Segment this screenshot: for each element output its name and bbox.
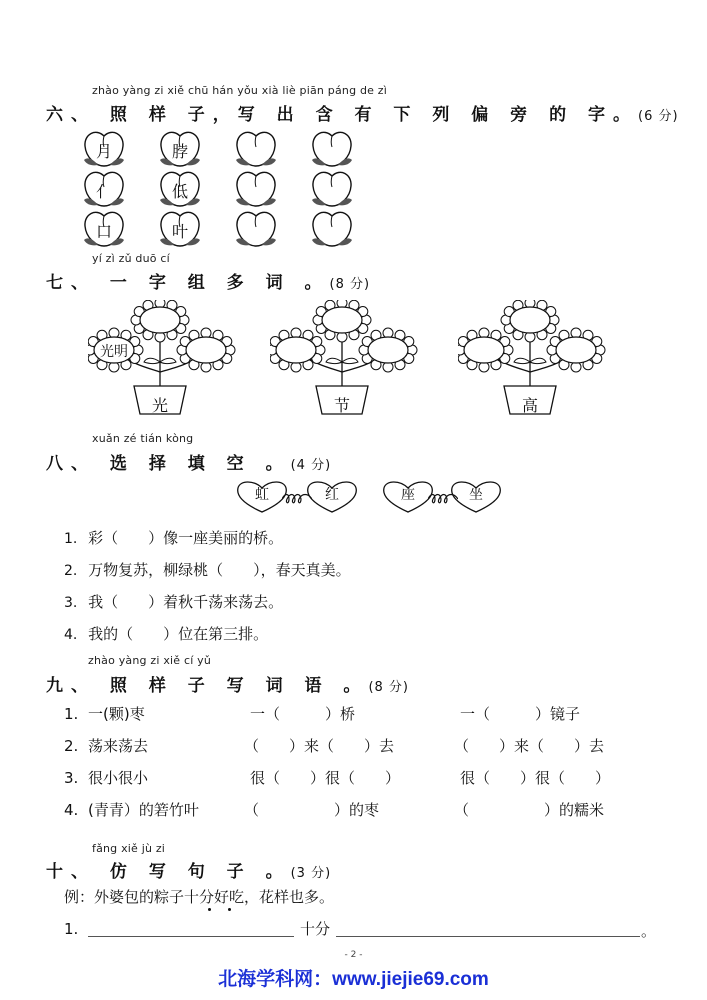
row-blank-b: （ ）的糯米 bbox=[454, 801, 605, 819]
item-number: 4. bbox=[64, 627, 78, 643]
s9-score: (8 分) bbox=[368, 680, 409, 695]
item-number: 3. bbox=[64, 595, 78, 611]
row-blank-a: 很（ ）很（ ） bbox=[250, 769, 401, 787]
row-blank-b: （ ）来（ ）去 bbox=[454, 737, 605, 755]
s7-title-text: 七、 一 字 组 多 词 。 bbox=[46, 273, 330, 293]
flower-pot bbox=[270, 300, 420, 420]
row-blank-b: 很（ ）很（ ） bbox=[460, 769, 611, 787]
s8-pinyin: xuǎn zé tián kòng bbox=[92, 432, 194, 445]
pot-char: 节 bbox=[333, 396, 350, 415]
s10-title-text: 十、 仿 写 句 子 。 bbox=[46, 862, 291, 882]
s6-pinyin: zhào yàng zi xiě chū hán yǒu xià liè piān páng de zì bbox=[92, 84, 388, 97]
s8-title bbox=[46, 449, 331, 474]
curl-connector bbox=[282, 490, 312, 509]
s8-score: (4 分) bbox=[290, 458, 332, 473]
peach-box[interactable] bbox=[308, 170, 356, 210]
footer-brand[interactable]: 北海学科网：www.jiejie69.com bbox=[218, 969, 489, 990]
row-blank-b: 一（ ）镜子 bbox=[460, 705, 581, 723]
item-text: 彩（ ）像一座美丽的桥。 bbox=[88, 529, 284, 547]
peach-box[interactable] bbox=[308, 210, 356, 250]
page-number: - 2 - bbox=[344, 950, 363, 960]
heart-option bbox=[304, 478, 360, 516]
s8-item-3 bbox=[64, 591, 283, 612]
s6-score: (6 分) bbox=[638, 109, 679, 124]
peach-box bbox=[156, 130, 204, 170]
s9-title-text: 九、 照 样 子 写 词 语 。 bbox=[46, 676, 369, 696]
s8-title-text: 八、 选 择 填 空 。 bbox=[46, 454, 291, 474]
row-blank-a: （ ）的枣 bbox=[244, 801, 380, 819]
peach-char: 低 bbox=[171, 182, 188, 201]
row-example: 很小很小 bbox=[88, 769, 149, 787]
answer-line-2[interactable] bbox=[336, 936, 640, 937]
item-number: 1. bbox=[64, 531, 78, 547]
peach-box[interactable] bbox=[232, 130, 280, 170]
s9-title bbox=[46, 671, 409, 696]
s10-score: (3 分) bbox=[290, 866, 332, 881]
peach-box bbox=[156, 170, 204, 210]
flower-pot bbox=[88, 300, 238, 420]
peach-char: 叶 bbox=[171, 222, 188, 241]
s10-title bbox=[46, 857, 331, 882]
curl-connector bbox=[428, 490, 458, 509]
pot-char: 光 bbox=[151, 396, 168, 415]
peach-char: 月 bbox=[95, 142, 112, 161]
peach-char: 脖 bbox=[171, 142, 188, 161]
row-blank-a: 一（ ）桥 bbox=[250, 705, 356, 723]
s10-pinyin: fǎng xiě jù zi bbox=[92, 842, 166, 855]
emphasis-dot bbox=[208, 908, 211, 911]
item-text: 万物复苏，柳绿桃（ ），春天真美。 bbox=[88, 561, 351, 579]
s8-item-2 bbox=[64, 559, 351, 580]
peach-char: 亻 bbox=[95, 182, 112, 201]
row-example: 荡来荡去 bbox=[88, 737, 149, 755]
item-text: 我的（ ）位在第三排。 bbox=[88, 625, 269, 643]
row-example: 一(颗)枣 bbox=[88, 705, 145, 723]
s10-item-end: 。 bbox=[641, 922, 657, 940]
peach-box[interactable] bbox=[232, 210, 280, 250]
s9-pinyin: zhào yàng zi xiě cí yǔ bbox=[88, 654, 212, 667]
answer-line-1[interactable] bbox=[88, 936, 294, 937]
s10-item-mid: 十分 bbox=[300, 920, 331, 938]
emphasis-dot bbox=[228, 908, 231, 911]
row-number: 2. bbox=[64, 737, 79, 755]
example-word: 光明 bbox=[100, 344, 128, 360]
s10-item-number: 1. bbox=[64, 920, 79, 938]
peach-box[interactable] bbox=[232, 170, 280, 210]
item-text: 我（ ）着秋千荡来荡去。 bbox=[88, 593, 284, 611]
peach-char: 口 bbox=[95, 222, 112, 241]
heart-char: 红 bbox=[325, 487, 339, 503]
s7-title bbox=[46, 268, 370, 293]
peach-box bbox=[156, 210, 204, 250]
item-number: 2. bbox=[64, 563, 78, 579]
heart-char: 座 bbox=[401, 487, 415, 503]
peach-box[interactable] bbox=[308, 130, 356, 170]
peach-box bbox=[80, 130, 128, 170]
flower-pot bbox=[458, 300, 608, 420]
row-example: (青青）的箬竹叶 bbox=[88, 801, 199, 819]
s10-example: 例：外婆包的粽子十分好吃，花样也多。 bbox=[64, 888, 335, 906]
peach-box bbox=[80, 170, 128, 210]
heart-char: 虹 bbox=[255, 487, 269, 503]
heart-char: 坐 bbox=[469, 487, 483, 503]
s7-score: (8 分) bbox=[329, 277, 371, 292]
pot-char: 高 bbox=[521, 396, 538, 415]
s6-title bbox=[46, 100, 679, 125]
s6-title-text: 六、 照 样 子，写 出 含 有 下 列 偏 旁 的 字。 bbox=[46, 105, 639, 125]
s8-item-4 bbox=[64, 623, 268, 644]
row-number: 3. bbox=[64, 769, 79, 787]
row-number: 4. bbox=[64, 801, 79, 819]
peach-box bbox=[80, 210, 128, 250]
s7-pinyin: yí zì zǔ duō cí bbox=[92, 252, 170, 265]
row-number: 1. bbox=[64, 705, 79, 723]
row-blank-a: （ ）来（ ）去 bbox=[244, 737, 395, 755]
s8-item-1 bbox=[64, 527, 283, 548]
